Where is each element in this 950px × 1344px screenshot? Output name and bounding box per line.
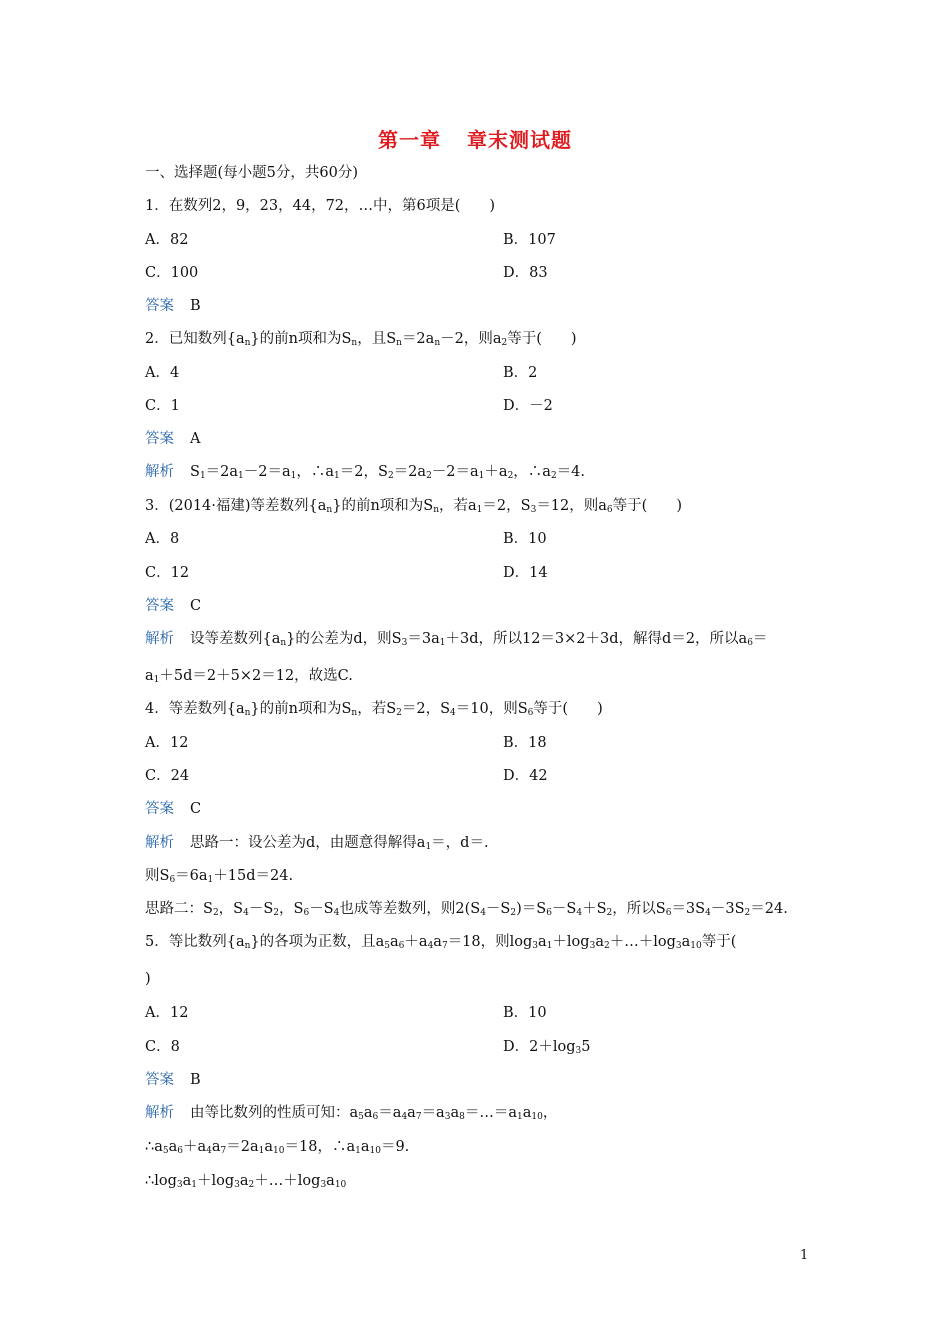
q3-option-c: C．12 xyxy=(145,565,190,581)
q4-option-c: C．24 xyxy=(145,768,190,784)
q2-analysis: 解析 $S_1=2a_1-2=a_1$，$\therefore a_1=2$，$S_2=2a_2-2=a_1+a_2$，$\therefore a_2=4$. xyxy=(145,464,586,481)
q2-option-d: D．－2 xyxy=(503,398,553,414)
page-title: 第一章 章末测试题 xyxy=(378,128,572,152)
q3-option-b: B．10 xyxy=(503,531,547,547)
q3-option-a: A．8 xyxy=(145,531,180,547)
q4-option-b: B．18 xyxy=(503,735,547,751)
q5-analysis-2: $\therefore a_5a_6+a_4a_7=2a_1a_{10}=18$，$\therefore a_1a_{10}=9$. xyxy=(145,1139,410,1156)
q4-option-d: D．42 xyxy=(503,768,548,784)
q5-analysis: 解析 由等比数列的性质可知：$a_5a_6=a_4a_7=a_3a_8=\dots=a_1a_{10}$， xyxy=(145,1105,558,1122)
section-heading: 一、选择题(每小题5分，共60分) xyxy=(145,165,358,181)
q1-stem: 1．在数列2，9，23，44，72，…中，第6项是( ) xyxy=(145,198,496,214)
q5-analysis-3: $\therefore\log_3a_1+\log_3a_2+\dots+\log_3a_{10}$ xyxy=(145,1173,347,1190)
q1-option-b: B．107 xyxy=(503,232,556,248)
q3-answer: 答案 C xyxy=(145,598,202,614)
q3-analysis-cont: $a_1+5d=2+5\times 2=12$，故选C. xyxy=(145,668,353,685)
q5-option-b: B．10 xyxy=(503,1005,547,1021)
q4-stem: 4．等差数列$\{a_n\}$的前n项和为$S_n$，若$S_2=2$，$S_4=10$，则$S_6$等于( ) xyxy=(145,701,603,718)
q5-option-a: A．12 xyxy=(145,1005,189,1021)
q4-option-a: A．12 xyxy=(145,735,189,751)
q4-answer: 答案 C xyxy=(145,801,202,817)
q2-stem: 2．已知数列$\{a_n\}$的前n项和为$S_n$，且$S_n=2a_n-2$，则$a_2$等于( ) xyxy=(145,331,577,348)
q2-answer: 答案 A xyxy=(145,431,201,447)
q4-analysis-2: 则$S_6=6a_1+15d=24$. xyxy=(145,868,294,885)
q2-option-b: B．2 xyxy=(503,365,538,381)
q2-option-c: C．1 xyxy=(145,398,180,414)
q3-analysis: 解析 设等差数列$\{a_n\}$的公差为d，则$S_3=3a_1+3d$，所以12＝3×2＋3d，解得d＝2，所以$a_6=$ xyxy=(145,631,768,648)
q5-stem-cont: ) xyxy=(145,971,151,987)
q1-option-d: D．83 xyxy=(503,265,548,281)
q5-stem: 5．等比数列$\{a_n\}$的各项为正数，且$a_5a_6+a_4a_7=18$，则$\log_3a_1+\log_3a_2+\dots+\log_3a_{10}$等于( xyxy=(145,934,737,951)
q4-analysis: 解析 思路一：设公差为d，由题意得解得$a_1=$，d＝. xyxy=(145,835,489,852)
q4-analysis-3: 思路二：$S_2$，$S_4-S_2$，$S_6-S_4$也成等差数列，则$2(S_4-S_2)=S_6-S_4+S_2$，所以$S_6=3S_4-3S_2=24$. xyxy=(145,901,788,918)
q3-stem: 3．(2014·福建)等差数列$\{a_n\}$的前n项和为$S_n$，若$a_1=2$，$S_3=12$，则$a_6$等于( ) xyxy=(145,498,682,515)
q1-answer: 答案 B xyxy=(145,298,201,314)
page-number: 1 xyxy=(800,1248,809,1263)
q1-option-c: C．100 xyxy=(145,265,199,281)
q2-option-a: A．4 xyxy=(145,365,180,381)
q5-option-c: C．8 xyxy=(145,1039,180,1055)
q1-option-a: A．82 xyxy=(145,232,189,248)
q5-option-d: D．$2+\log_35$ xyxy=(503,1039,591,1056)
q5-answer: 答案 B xyxy=(145,1072,201,1088)
q3-option-d: D．14 xyxy=(503,565,548,581)
